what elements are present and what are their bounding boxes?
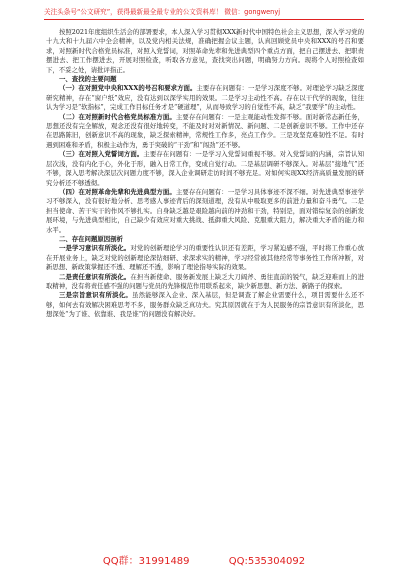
- s1-item3: [46, 150, 364, 188]
- s2-item3-text: 虽然能够深入企业、深入基层，但是调查了解企业需要什么，项目需要什么还不够，如何去有效解决困难思考不多，服务群众缺乏真功夫。究其原因就在于为人民服务的宗旨意识有所淡化，思想深处“为了谁、依靠谁、我是谁”的问题没有解决好。: [46, 291, 365, 319]
- s2-item1: [46, 244, 364, 272]
- s2-item2-title: 二是责任意识有所淡化。: [59, 272, 131, 281]
- s2-item2: [46, 273, 364, 292]
- s2-item2-text: 在担当新使命、服务新发展上缺乏大刀阔斧、勇往直前的锐气，缺乏迎难而上的进取精神，没有将责任感不强的问题与党员的先锋模范作用联系起来，缺少新思想、新方法、新路子的探索。: [46, 272, 364, 290]
- document-body: [46, 28, 364, 320]
- intro-paragraph: 按照2021年度组织生活会的部署要求，本人深入学习贯彻XXX新时代中国特色社会主义思想，深入学习党的十九大和十九届六中全会精神，以及党内相关法规，准确把握会议主题，认真回顾党员中央和XXX的号召和要求，对照新时代合格党员标准，对照入党誓词，对照革命先辈和先进典型四个重点方面，把自己摆进去、把职责摆进去、把工作摆进去，开展对照检查，听取各方意见，查找突出问题，明确努力方向。现将个人对照检查如下，不妥之处，请批评指正。: [46, 28, 364, 74]
- s1-item2-title: （二）在对照新时代合格党员标准方面。: [59, 112, 176, 121]
- footer-qq-group: QQ群：31991489: [102, 556, 190, 567]
- section1-heading: 一、查找的主要问题: [59, 75, 117, 84]
- s1-item1-title: （一）在对照党中央和XXX的号召和要求方面。: [59, 84, 197, 93]
- s1-item3-title: （三）在对照入党誓词方面。: [59, 150, 144, 159]
- header-banner: 关注头条号“公文研究”，获得最新最全最专业的公文资料库！ 微信：gongwenyj: [44, 8, 281, 16]
- s2-item3: [46, 291, 364, 319]
- s1-item1: [46, 84, 364, 112]
- footer: [0, 552, 408, 567]
- s2-item3-title: 三是宗旨意识有所淡化。: [59, 291, 132, 300]
- s2-item1-text: 对党的创新理论学习的重要性认识还有差距，学习紧迫感不强，平时将工作重心放在开展业务上，缺乏对党的创新理论深钻细研、求深求实的精神，学习经常被其他经常等事务性工作所冲断，对新思想、新政策掌握还不透、理解还不透，影响了理论指导实际的效果。: [46, 244, 364, 272]
- s1-item3-text: 主要存在问题有：一是学习入党誓词重视不够。对入党誓词的内涵，宗旨认知层次浅，没有内化于心，外化于形，融入日常工作，变成自觉行动。二是基层调研不够深入。对基层“接地气”还不够，深入思考解决深层次问题力度不够，深入企业调研走访时间不够充足。对如何实现XX经济高质量发展的研究分析还不够透彻。: [46, 150, 364, 187]
- header-divider: [44, 19, 364, 20]
- s1-item2: [46, 113, 364, 151]
- s1-item2-text: 主要存在问题有：一是主观能动性发挥不够。面对新常态新任务，思想还没有完全解放，观念还没有很好地转变，不能及时对对新情况、新问题、二是创新意识不够。工作中还存在思路陈旧，创新意识不高的现象，缺乏探索精神，常规性工作多，亮点工作少。三是攻坚克难韧性不足。有时遇到困难和矛盾，积极主动作为，勇于突破的“干劲”和“闯劲”还不够。: [46, 112, 365, 149]
- footer-qq-number: QQ:535304092: [228, 556, 306, 567]
- s1-item4-text: 主要存在问题有：一是学习具体事迹不深不细。对先进典型事迹学习不够深入，没有很好地分析、思考感人事迹背后的深刻道理，没有从中吸取更多的前进力量和奋斗勇气。二是担当使命、苦干实干的作风不够扎实。自身缺乏越是艰险越向前的冲劲和干劲，特别是，面对错综复杂的创新发展环境，与先进典型相比，自己缺少有效应对重大挑战、抵御重大风险、克服重大阻力，解决重大矛盾的能力和水平。: [46, 187, 365, 234]
- s1-item1-text: 主要存在问题有：一是学习深度不够。对理论学习缺乏深度研究精神，存在“窗户纸”效应，没有达到以深学实用的效果。二是学习主动性不高。存在以干代学的现象，往往认为学习是“软指标”，完成工作目标任务才是“硬道理”，从而导致学习的自觉性不高，缺乏“我要学”的主动性。: [46, 84, 365, 112]
- s2-item1-title: 一是学习意识有所淡化。: [59, 244, 131, 253]
- section2-heading: 二、存在问题原因剖析: [59, 234, 123, 243]
- s1-item4-title: （四）在对照革命先辈和先进典型方面。: [59, 187, 176, 196]
- s1-item4: [46, 188, 364, 235]
